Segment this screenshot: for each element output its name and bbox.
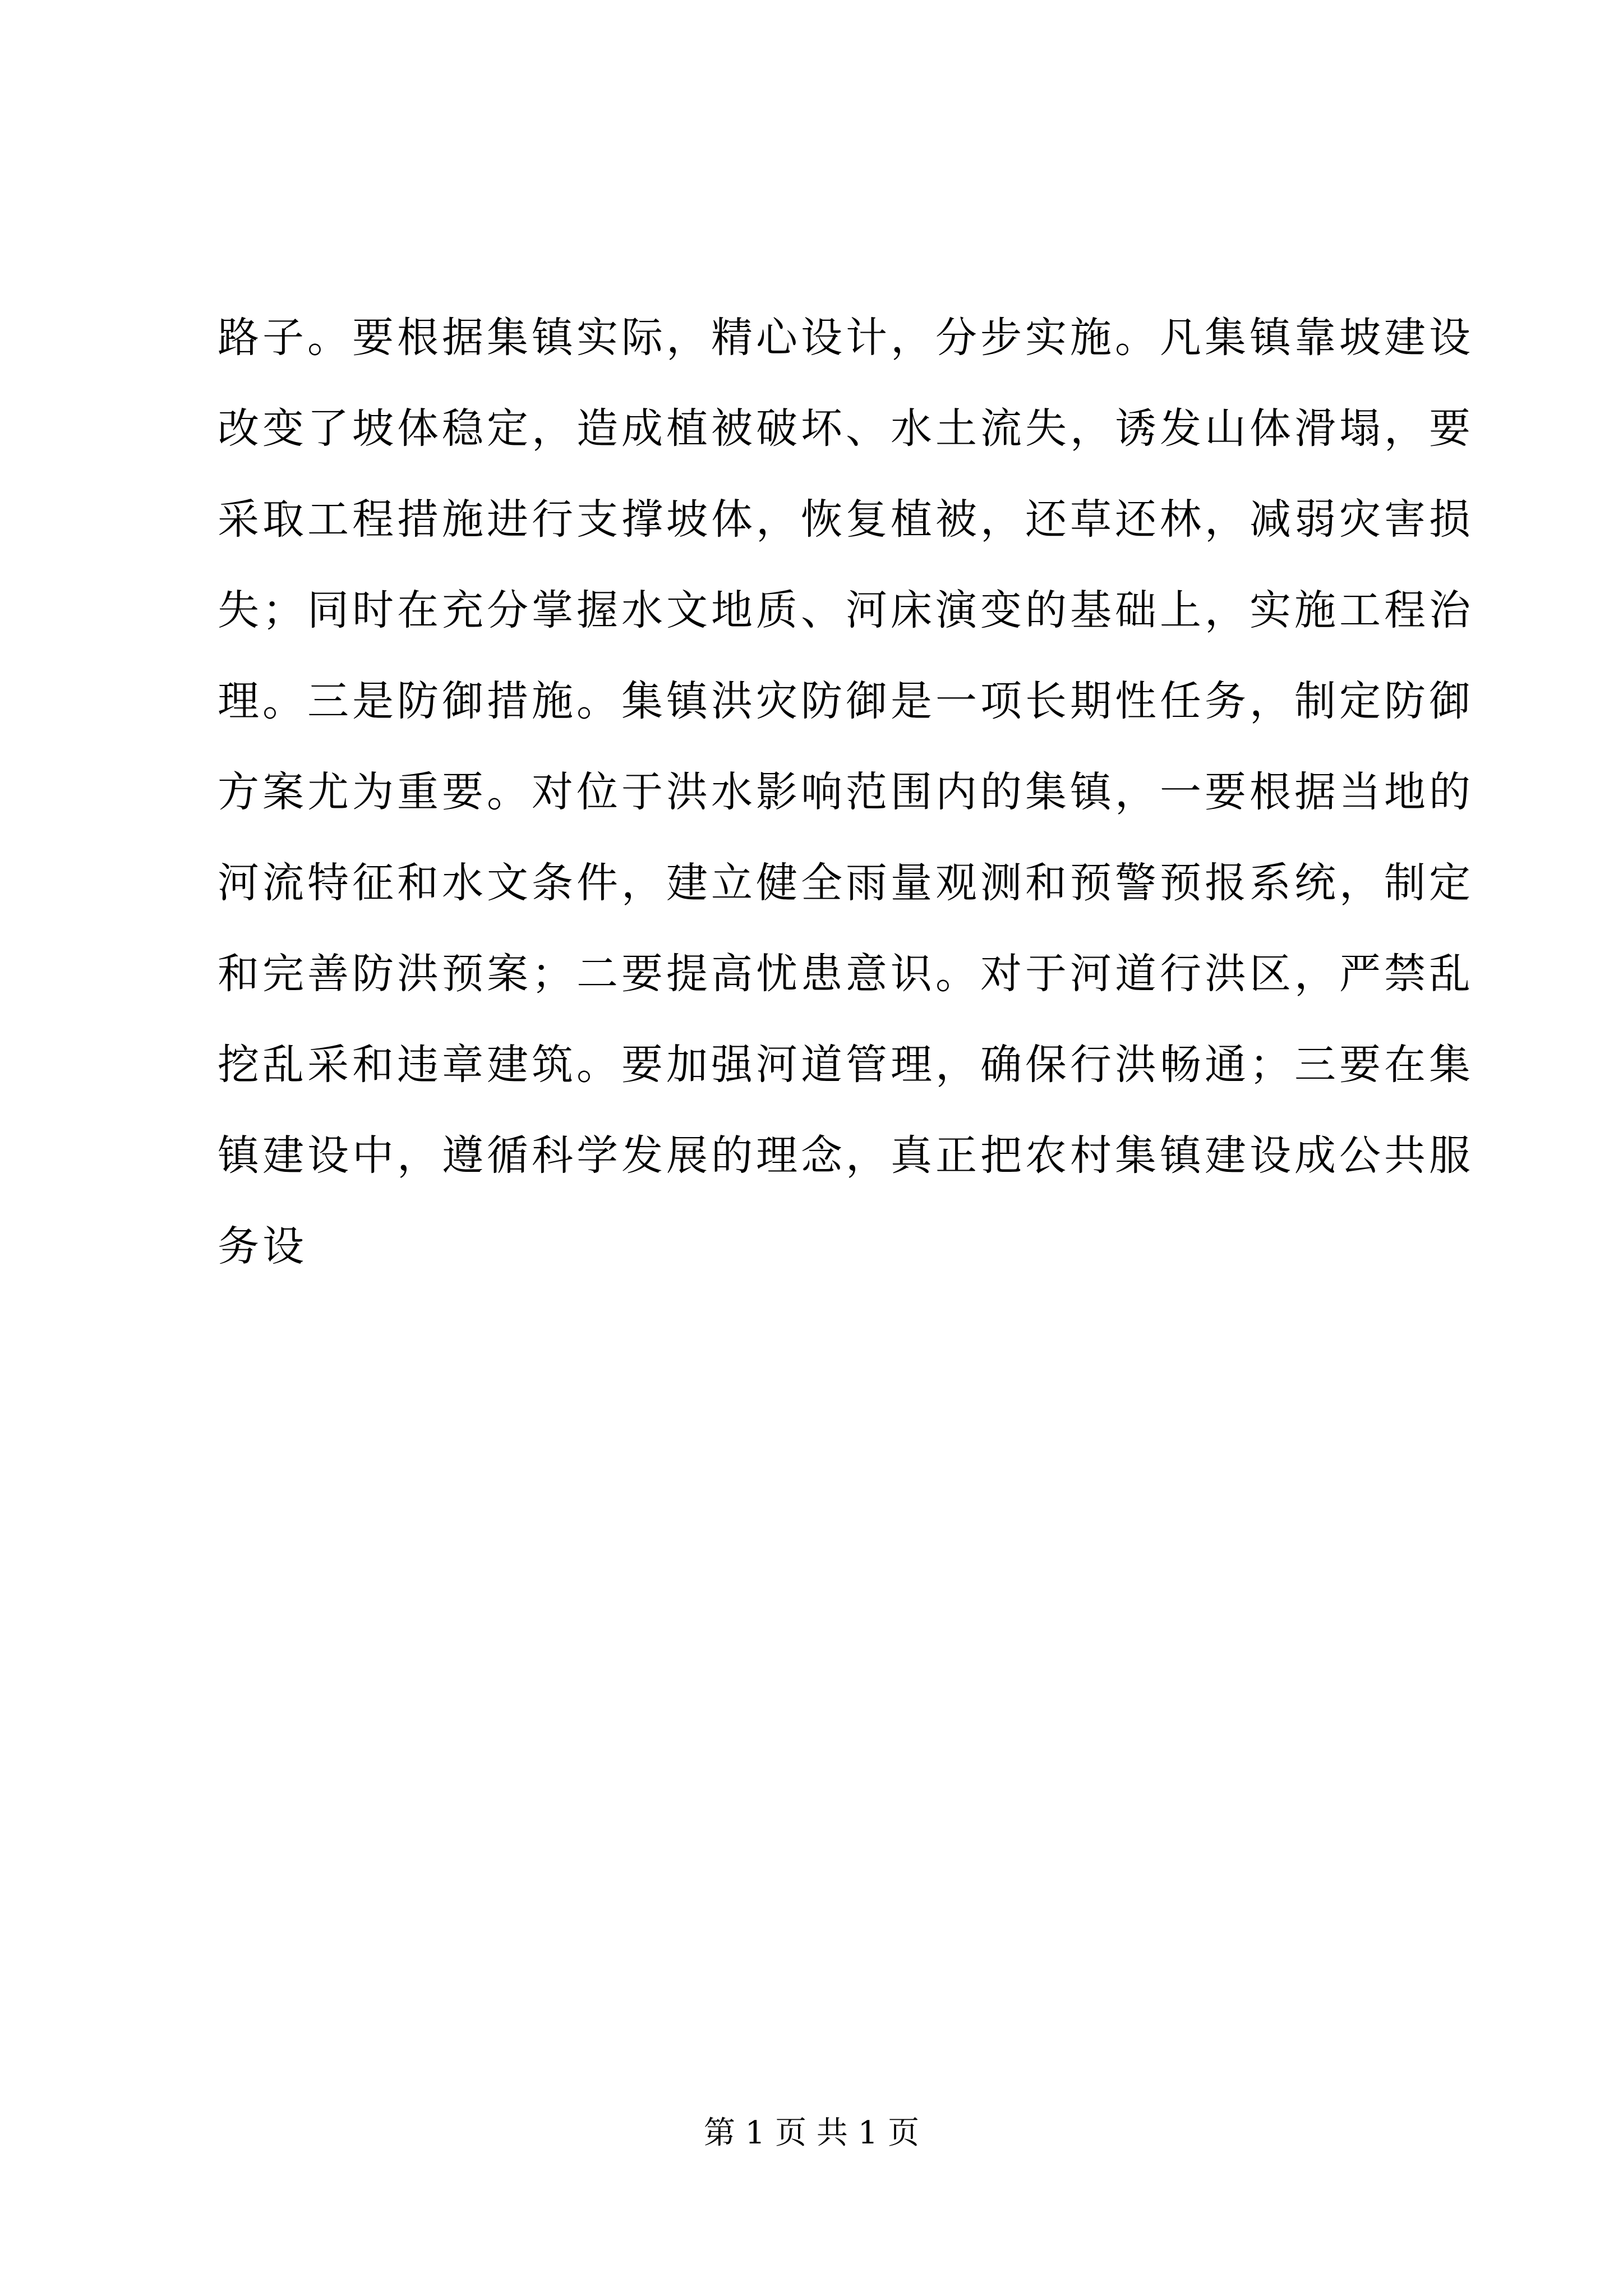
text-line: 和完善防洪预案；二要提高忧患意识。对于河道行洪区，严禁乱 [218,950,1474,998]
text-line: 务设 [218,1222,307,1271]
text-line: 河流特征和水文条件，建立健全雨量观测和预警预报系统，制定 [218,859,1474,907]
text-line: 失；同时在充分掌握水文地质、河床演变的基础上，实施工程治 [218,586,1474,634]
text-line: 路子。要根据集镇实际，精心设计，分步实施。凡集镇靠坡建设 [218,314,1474,362]
text-line: 采取工程措施进行支撑坡体，恢复植被，还草还林，减弱灾害损 [218,495,1474,544]
text-line: 镇建设中，遵循科学发展的理念，真正把农村集镇建设成公共服 [218,1131,1474,1180]
text-line: 方案尤为重要。对位于洪水影响范围内的集镇，一要根据当地的 [218,768,1474,816]
page-footer: 第 1 页 共 1 页 [703,2115,920,2151]
text-line: 挖乱采和违章建筑。要加强河道管理，确保行洪畅通；三要在集 [218,1041,1474,1089]
text-line: 理。三是防御措施。集镇洪灾防御是一项长期性任务，制定防御 [218,677,1474,725]
text-line: 改变了坡体稳定，造成植被破坏、水土流失，诱发山体滑塌，要 [218,404,1474,453]
